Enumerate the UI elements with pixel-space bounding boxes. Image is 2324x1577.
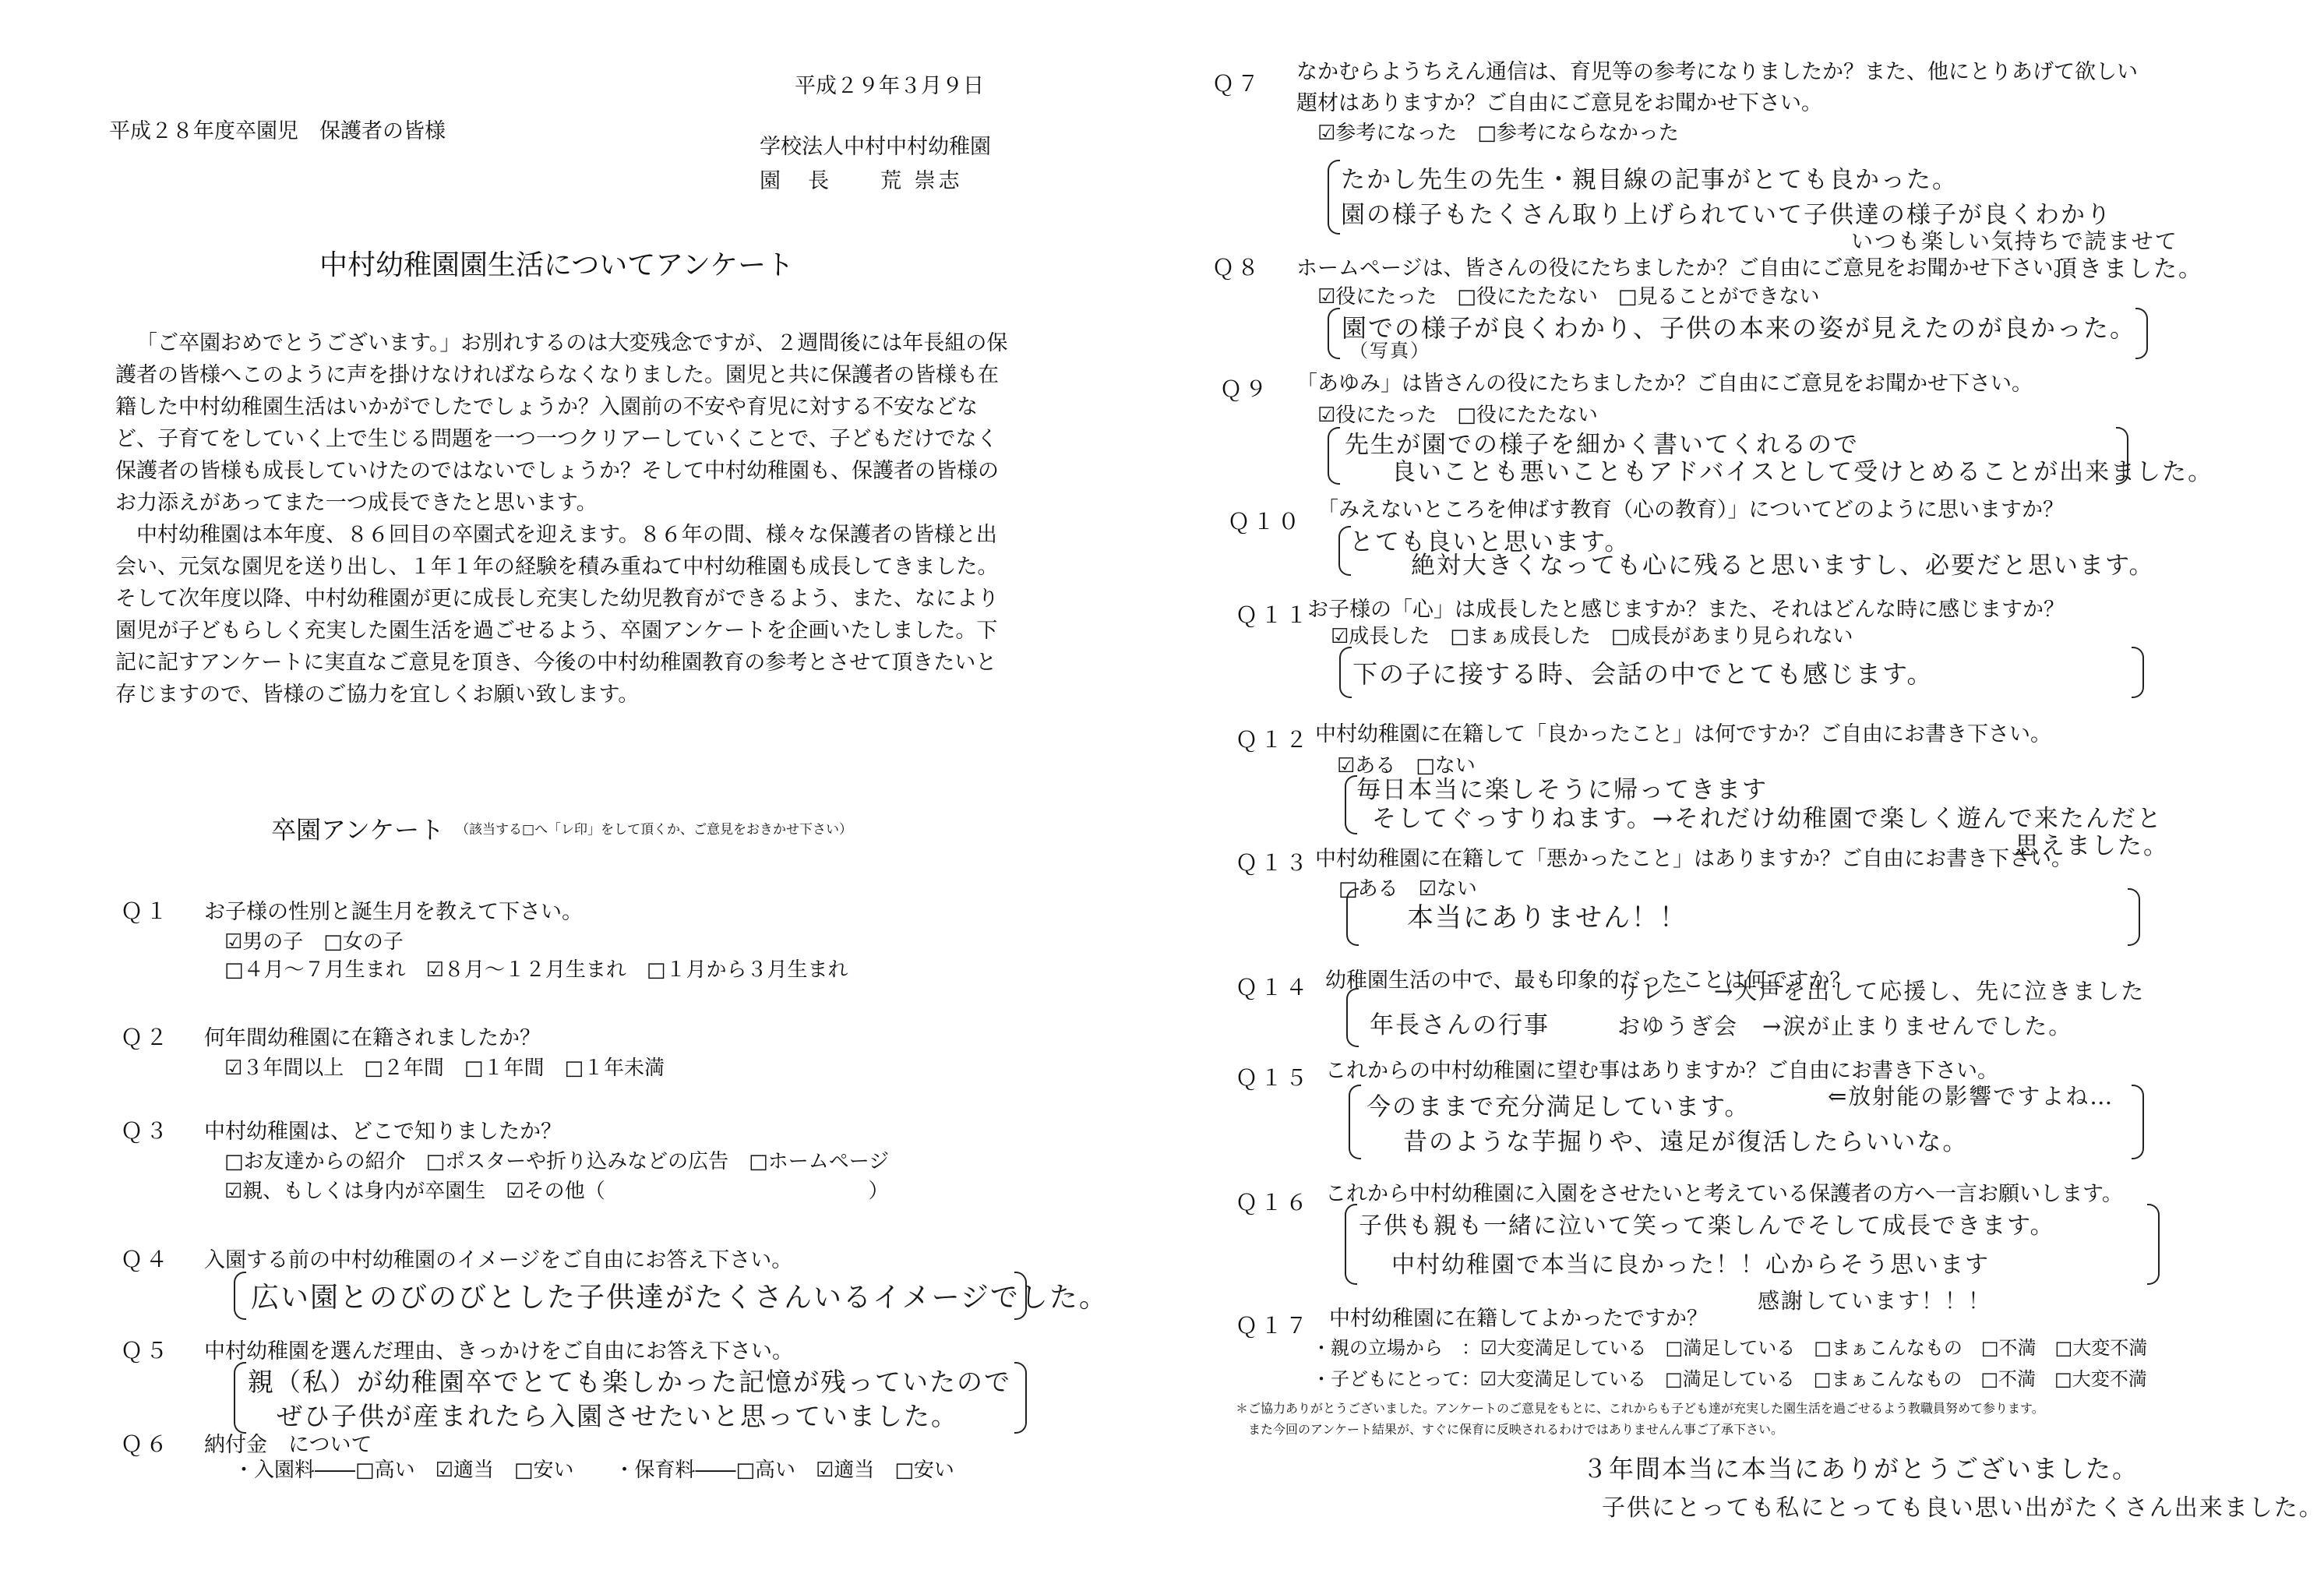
left-page	[0, 0, 1119, 1577]
q4-question: 入園する前の中村幼稚園のイメージをご自由にお答え下さい。	[204, 1248, 793, 1272]
q3-question: 中村幼稚園は、どこで知りましたか？	[204, 1120, 562, 1144]
q17-options-parent[interactable]: ・親の立場から ：☑大変満足している □満足している □まぁこんなもの □不満 □大変不満	[1312, 1337, 2148, 1359]
q4-answer: 広い園とのびのびとした子供達がたくさんいるイメージでした。	[251, 1282, 1109, 1314]
document-title: 中村幼稚園園生活についてアンケート	[319, 249, 795, 281]
q13-question: 中村幼稚園に在籍して「悪かったこと」はありますか？ご自由にお書き下さい。	[1315, 847, 2072, 871]
q16-number: Ｑ１６	[1236, 1190, 1311, 1215]
q16-answer-line2: 中村幼稚園で本当に良かった！！心からそう思います	[1391, 1251, 1990, 1279]
survey-note: （該当する□へ「レ印」をして頂くか、ご意見をおきかせ下さい）	[456, 822, 853, 838]
q11-bracket-left	[1339, 647, 1352, 698]
footer-note-1: ＊ご協力ありがとうございました。アンケートのご意見をもとに、これからも子ども達が充実した園生活を過ごせるよう教職員努めて参ります。	[1236, 1401, 2044, 1416]
survey-title: 卒園アンケート	[271, 815, 445, 845]
school-name: 学校法人中村中村幼稚園	[760, 135, 991, 159]
q12-question: 中村幼稚園に在籍して「良かったこと」は何ですか？ご自由にお書き下さい。	[1315, 722, 2051, 746]
q17-question: 中村幼稚園に在籍してよかったですか？	[1329, 1307, 1708, 1331]
q3-number: Ｑ３	[121, 1118, 171, 1144]
q14-number: Ｑ１４	[1236, 975, 1311, 1000]
q4-bracket-left	[234, 1272, 246, 1320]
q8-bracket-left	[1328, 308, 1340, 359]
q9-answer-line2: 良いことも悪いこともアドバイスとして受けとめることが出来ました。	[1391, 458, 2214, 486]
q12-answer-line2: そしてぐっすりねます。→それだけ幼稚園で楽しく遊んで来たんだと	[1372, 805, 2163, 833]
q17-options-child[interactable]: ・子どもにとって：☑大変満足している □満足している □まぁこんなもの □不満 □大変不満	[1312, 1368, 2147, 1390]
q16-bracket-left	[1345, 1204, 1357, 1285]
q2-options[interactable]: ☑３年間以上 □２年間 □１年間 □１年未満	[224, 1057, 665, 1080]
q17-number: Ｑ１７	[1236, 1313, 1311, 1339]
q10-question: 「みえないところを伸ばす教育（心の教育）」についてどのように思いますか？	[1317, 498, 2064, 522]
q7-number: Ｑ７	[1212, 71, 1263, 97]
q11-answer: 下の子に接する時、会話の中でとても感じます。	[1352, 659, 1934, 689]
q5-number: Ｑ５	[121, 1338, 171, 1364]
q5-answer-line2: ぜひ子供が産まれたら入園させたいと思っていました。	[277, 1401, 958, 1431]
q16-answer-line3: 感謝しています！！！	[1758, 1288, 1992, 1314]
q6-question: 納付金 について	[204, 1433, 372, 1457]
q11-bracket-right	[2132, 647, 2144, 698]
addressee: 平成２８年度卒園児 保護者の皆様	[109, 119, 446, 143]
footer-note-2: また今回のアンケート結果が、すぐに保育に反映されるわけではありませんん事ご了承下さい。	[1236, 1422, 1784, 1437]
q14-question: 幼稚園生活の中で、最も印象的だったことは何ですか？	[1325, 968, 1851, 993]
date: 平成２９年３月９日	[795, 74, 984, 98]
q15-number: Ｑ１５	[1236, 1065, 1311, 1091]
closing-line-1: ３年間本当に本当にありがとうございました。	[1582, 1454, 2139, 1484]
q7-options[interactable]: ☑参考になった □参考にならなかった	[1317, 122, 1679, 145]
q1-number: Ｑ１	[121, 898, 171, 924]
q7-answer-line4: 頂きました。	[2054, 256, 2203, 283]
q12-number: Ｑ１２	[1236, 727, 1311, 753]
q12-bracket-left	[1345, 775, 1357, 834]
q10-answer-line2: 絶対大きくなっても心に残ると思いますし、必要だと思います。	[1411, 552, 2155, 580]
q15-answer-line2: 昔のような芋掘りや、遠足が復活したらいいな。	[1403, 1128, 1969, 1156]
intro-paragraph-2: 中村幼稚園は本年度、８６回目の卒園式を迎えます。８６年の間、様々な保護者の皆様と出会い、元気な園児を送り出し、１年１年の経験を積み重ねて中村幼稚園も成長してきました。そして次年度以降、中村幼稚園が更に成長し充実した幼児教育ができるよう、また、なにより園児が子どもらしく充実した園生活を過ごせるよう、卒園アンケートを企画いたしました。下記に記すアンケートに実直なご意見を頂き、今後の中村幼稚園教育の参考とさせて頂きたいと存じますので、皆様のご協力を宜しくお願い致します。	[115, 523, 999, 707]
q10-number: Ｑ１０	[1228, 509, 1303, 534]
q15-bracket-left	[1349, 1085, 1361, 1159]
q14-answer-main: 年長さんの行事	[1370, 1011, 1550, 1039]
q7-question-line2: 題材はありますか？ご自由にご意見をお聞かせ下さい。	[1296, 91, 1822, 115]
q5-question: 中村幼稚園を選んだ理由、きっかけをご自由にお答え下さい。	[204, 1339, 793, 1364]
q8-answer-line1: 園での様子が良くわかり、子供の本来の姿が見えたのが良かった。	[1342, 313, 2137, 343]
q9-answer-line1: 先生が園での様子を細かく書いてくれるので	[1345, 431, 1859, 459]
q16-answer-line1: 子供も親も一緒に泣いて笑って楽しんでそして成長できます。	[1359, 1212, 2055, 1240]
closing-line-2: 子供にとっても私にとっても良い思い出がたくさん出来ました。	[1602, 1494, 2324, 1522]
intro-paragraph-1: 「ご卒園おめでとうございます。」お別れするのは大変残念ですが、２週間後には年長組の保護者の皆様へこのように声を掛けなければならなくなりました。園児と共に保護者の皆様も在籍した中村幼稚園生活はいかがでしたでしょうか？入園前の不安や育児に対する不安などなど、子育てをしていく上で生じる問題を一つ一つクリアーしていくことで、子どもだけでなく保護者の皆様も成長していけたのではないでしょうか？そして中村幼稚園も、保護者の皆様のお力添えがあってまた一つ成長できたと思います。	[115, 331, 1008, 515]
q16-bracket-right	[2147, 1204, 2160, 1285]
q13-options[interactable]: □ある ☑ない	[1338, 877, 1477, 901]
q8-options[interactable]: ☑役にたった □役にたたない □見ることができない	[1317, 285, 1820, 309]
q7-answer-line1: たかし先生の先生・親目線の記事がとても良かった。	[1341, 166, 1958, 194]
q12-answer-line1: 毎日本当に楽しそうに帰ってきます	[1356, 776, 1768, 804]
q8-question: ホームページは、皆さんの役にたちましたか？ご自由にご意見をお聞かせ下さい。	[1296, 256, 2075, 280]
q5-bracket-right	[1014, 1362, 1027, 1434]
q12-options[interactable]: ☑ある □ない	[1337, 754, 1476, 778]
q15-answer-line1: 今のままで充分満足しています。	[1367, 1093, 1751, 1121]
q15-question: これからの中村幼稚園に望む事はありますか？ご自由にお書き下さい。	[1325, 1059, 1998, 1083]
q7-answer-line3: いつも楽しい気持ちで読ませて	[1851, 228, 2178, 254]
q14-answer-recital: おゆうぎ会 →涙が止まりませんでした。	[1617, 1013, 2073, 1039]
q6-options[interactable]: ・入園料――□高い ☑適当 □安い ・保育料――□高い ☑適当 □安い	[234, 1459, 954, 1482]
q13-bracket-right	[2128, 888, 2140, 946]
q7-answer-line2: 園の様子もたくさん取り上げられていて子供達の様子が良くわかり	[1341, 201, 2112, 229]
right-page	[1119, 0, 2324, 1577]
q2-question: 何年間幼稚園に在籍されましたか？	[204, 1026, 541, 1050]
q1-options-gender[interactable]: ☑男の子 □女の子	[224, 930, 404, 954]
q9-number: Ｑ９	[1220, 376, 1271, 402]
q3-options-row1[interactable]: □お友達からの紹介 □ポスターや折り込みなどの広告 □ホームページ	[224, 1150, 890, 1173]
q12-answer-line3: 思えました。	[2015, 832, 2169, 860]
q13-answer: 本当にありません！！	[1407, 902, 1687, 933]
q11-options[interactable]: ☑成長した □まぁ成長した □成長があまり見られない	[1331, 625, 1853, 648]
q8-answer-line2: （写真）	[1349, 340, 1430, 362]
q9-options[interactable]: ☑役にたった □役にたたない	[1317, 404, 1598, 427]
q1-options-birth[interactable]: □４月～７月生まれ ☑８月～１２月生まれ □１月から３月生まれ	[224, 958, 848, 982]
q5-answer-line1: 親（私）が幼稚園卒でとても楽しかった記憶が残っていたので	[248, 1367, 1011, 1397]
q9-bracket-left	[1328, 427, 1340, 485]
q11-question: お子様の「心」は成長したと感じますか？また、それはどんな時に感じますか？	[1307, 598, 2065, 622]
q1-question: お子様の性別と誕生月を教えて下さい。	[204, 900, 583, 924]
q5-bracket-left	[234, 1362, 246, 1434]
q9-question: 「あゆみ」は皆さんの役にたちましたか？ご自由にご意見をお聞かせ下さい。	[1296, 372, 2033, 396]
q2-number: Ｑ２	[121, 1025, 171, 1050]
q4-number: Ｑ４	[121, 1247, 171, 1272]
q11-number: Ｑ１１	[1236, 602, 1311, 628]
q7-bracket-left	[1328, 160, 1340, 235]
q14-answer-relay: リレー →大声を出して応援し、先に泣きました	[1617, 978, 2146, 1004]
q3-options-row2[interactable]: ☑親、もしくは身内が卒園生 ☑その他（ ）	[224, 1180, 889, 1203]
q7-question-line1: なかむらようちえん通信は、育児等の参考になりましたか？また、他にとりあげて欲しい	[1296, 60, 2138, 84]
q15-bracket-right	[2132, 1085, 2144, 1159]
q8-number: Ｑ８	[1212, 255, 1263, 280]
principal: 園 長 荒 崇志	[760, 169, 963, 193]
q15-answer-note: ⇐放射能の影響ですよね…	[1828, 1083, 2114, 1110]
q16-question: これから中村幼稚園に入園をさせたいと考えている保護者の方へ一言お願いします。	[1325, 1182, 2123, 1206]
q13-bracket-left	[1346, 888, 1359, 946]
q10-answer-line1: とても良いと思います。	[1349, 528, 1631, 556]
q8-bracket-right	[2135, 308, 2148, 359]
q13-number: Ｑ１３	[1236, 850, 1311, 876]
q14-bracket-left	[1346, 988, 1359, 1047]
q6-number: Ｑ６	[121, 1431, 171, 1457]
intro-text	[115, 327, 1011, 711]
